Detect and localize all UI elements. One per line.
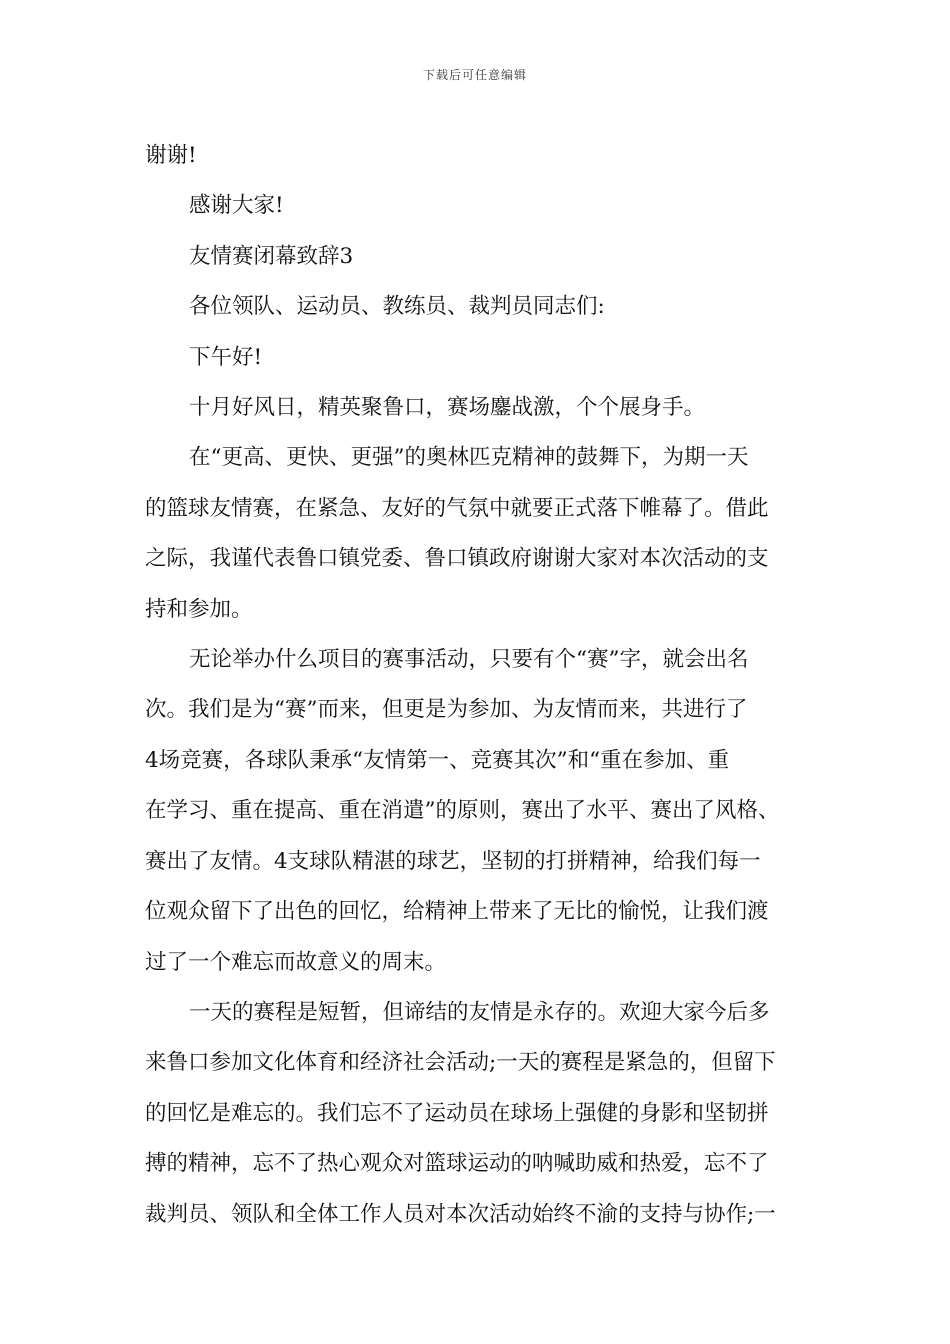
- text-line: 在学习、重在提高、重在消遣”的原则，赛出了水平、赛出了风格、: [145, 798, 780, 824]
- text-line: 谢谢!: [145, 143, 197, 168]
- section-title: 友情赛闭幕致辞3: [189, 243, 354, 269]
- text-line: 搏的精神，忘不了热心观众对篮球运动的呐喊助威和热爱，忘不了: [145, 1151, 769, 1177]
- text-line: 位观众留下了出色的回忆，给精神上带来了无比的愉悦，让我们渡: [145, 899, 769, 925]
- text-line: 过了一个难忘而故意义的周末。: [145, 949, 447, 975]
- text-line: 来鲁口参加文化体育和经济社会活动;一天的赛程是紧急的，但留下: [145, 1050, 776, 1076]
- page-header-note: 下载后可任意编辑: [422, 68, 527, 82]
- text-line: 之际，我谨代表鲁口镇党委、鲁口镇政府谢谢大家对本次活动的支: [145, 546, 769, 572]
- text-line: 无论举办什么项目的赛事活动，只要有个“赛”字，就会出名: [189, 647, 749, 673]
- text-line: 在“更高、更快、更强”的奥林匹克精神的鼓舞下，为期一天: [189, 445, 749, 471]
- text-line: 4场竞赛，各球队秉承“友情第一、竞赛其次”和“重在参加、重: [145, 747, 730, 773]
- greeting: 下午好!: [189, 344, 263, 370]
- salutation: 各位领队、运动员、教练员、裁判员同志们:: [189, 294, 605, 320]
- text-line: 赛出了友情。4支球队精湛的球艺，坚韧的打拼精神，给我们每一: [145, 848, 761, 874]
- text-line: 持和参加。: [145, 596, 253, 622]
- text-line: 次。我们是为“赛”而来，但更是为参加、为友情而来，共进行了: [145, 697, 748, 723]
- text-line: 的回忆是难忘的。我们忘不了运动员在球场上强健的身影和坚韧拼: [145, 1100, 769, 1126]
- text-line: 感谢大家!: [189, 193, 284, 219]
- text-line: 的篮球友情赛，在紧急、友好的气氛中就要正式落下帷幕了。借此: [145, 495, 769, 521]
- document-body: [145, 131, 807, 1240]
- text-line: 裁判员、领队和全体工作人员对本次活动始终不渝的支持与协作;一: [145, 1201, 776, 1227]
- text-line: 十月好风日，精英聚鲁口，赛场鏖战激，个个展身手。: [189, 395, 706, 421]
- text-line: 一天的赛程是短暂，但谛结的友情是永存的。欢迎大家今后多: [189, 999, 770, 1025]
